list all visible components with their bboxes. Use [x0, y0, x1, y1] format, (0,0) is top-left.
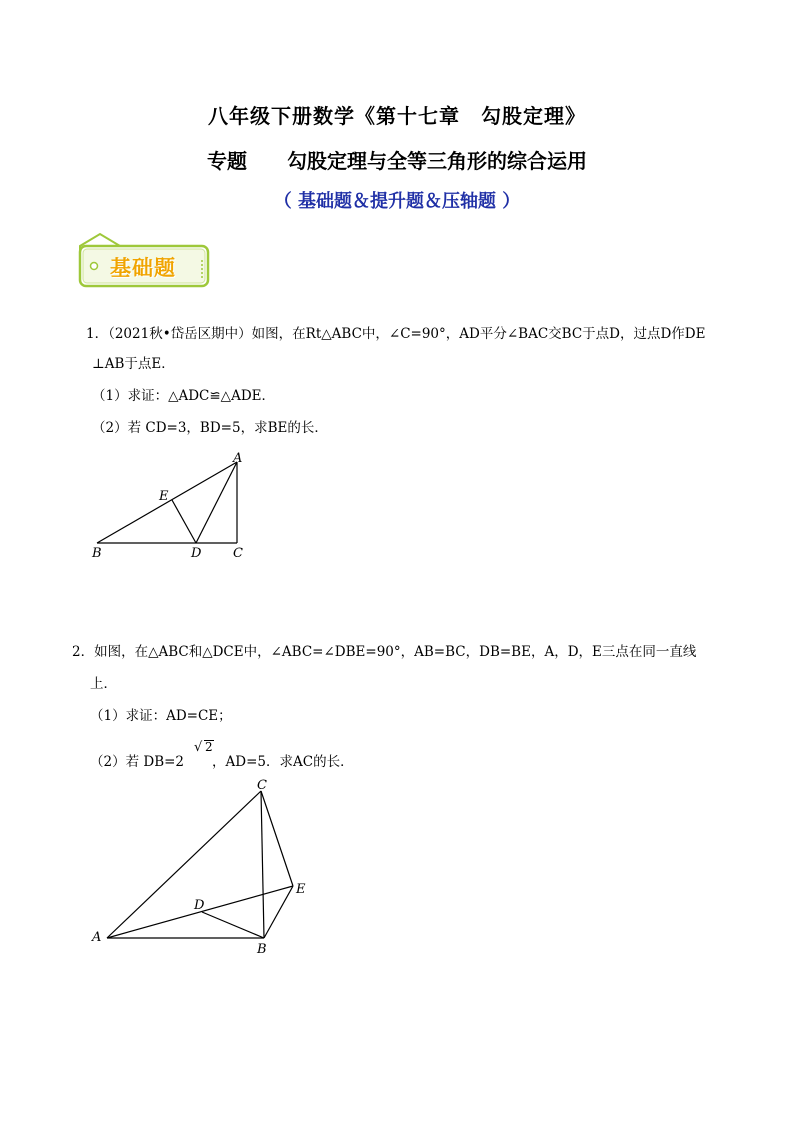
difficulty-levels: （ 基础题＆提升题＆压轴题 ） [273, 191, 521, 212]
section-badge-label: 基础题 [110, 256, 176, 280]
q1-part1: （1）求证：△ADC≌△ADE． [92, 388, 275, 404]
q2-stem-line1 [72, 640, 696, 660]
q1-source: （2021秋•岱岳区期中） [108, 326, 252, 342]
sqrt-radicand: 2 [205, 740, 213, 754]
q2-figure [88, 772, 328, 962]
q2-stem-a: 如图，在△ABC和△DCE中，∠ABC=∠DBE=90°，AB=BC，DB=BE，A，D，E三点在同一直线 [94, 644, 697, 660]
q1-label-b: B [92, 546, 102, 561]
q2-label-d: D [194, 898, 205, 913]
q2-part2 [90, 740, 354, 770]
q2-segment-ce [261, 791, 293, 886]
q1-label-c: C [233, 546, 243, 561]
q1-label-d: D [191, 546, 202, 561]
q2-segment-db [202, 912, 264, 938]
q2-part2-b: ，AD=5．求AC的长． [212, 754, 354, 770]
q2-label-e: E [296, 882, 306, 897]
q1-stem-b: ⊥AB于点E． [92, 356, 175, 372]
q2-label-b: B [257, 942, 267, 957]
q2-stem-b: 上． [90, 676, 117, 692]
q1-stem-line1 [86, 322, 705, 342]
q2-part2-a: （2）若 DB=2 [90, 754, 185, 770]
q2-segment-eb [264, 886, 293, 938]
q1-label-e: E [159, 489, 169, 504]
q2-label-a: A [92, 930, 102, 945]
page-title: 八年级下册数学《第十七章 勾股定理》 [208, 104, 586, 128]
q1-number: 1． [86, 326, 109, 342]
q1-segment-de [172, 500, 196, 543]
q1-figure [80, 448, 260, 568]
q1-part2: （2）若 CD=3，BD=5，求BE的长． [92, 420, 328, 436]
page-subtitle: 专题 勾股定理与全等三角形的综合运用 [207, 149, 587, 173]
q1-label-a: A [233, 451, 243, 466]
q2-label-c: C [257, 778, 267, 793]
q1-stem-a: 如图，在Rt△ABC中，∠C=90°，AD平分∠BAC交BC于点D，过点D作DE [251, 326, 706, 342]
q2-segment-bc [261, 791, 264, 938]
q2-part1: （1）求证：AD=CE； [90, 708, 232, 724]
q2-number: 2． [72, 644, 95, 660]
sqrt-symbol-icon: √ [194, 740, 203, 755]
